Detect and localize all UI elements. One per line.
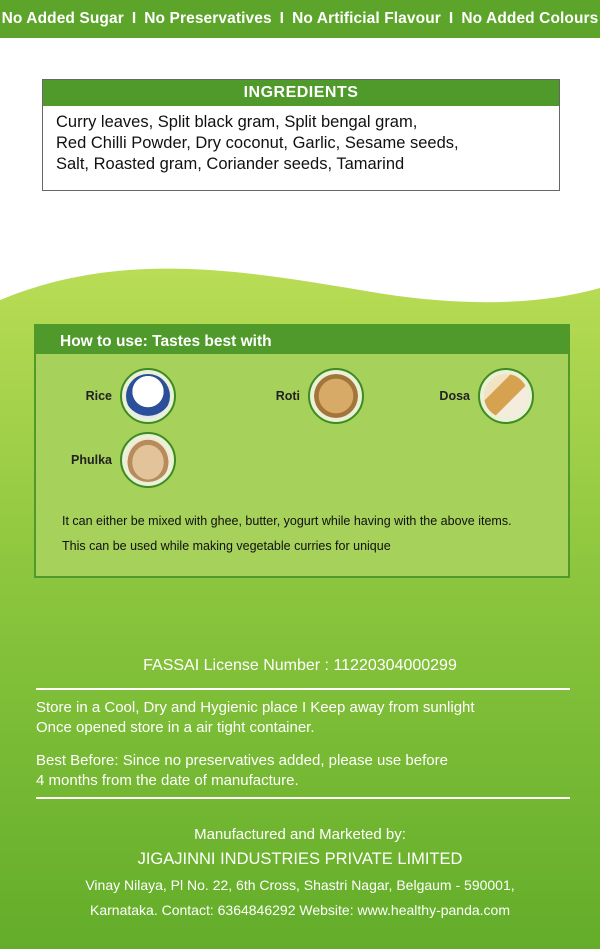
how-to-use-title: How to use: Tastes best with bbox=[36, 326, 568, 354]
usage-note: This can be used while making vegetable curries for unique bbox=[62, 539, 391, 553]
claim-no-preservatives: No Preservatives bbox=[144, 10, 272, 27]
divider bbox=[36, 688, 570, 690]
claims-bar bbox=[0, 0, 600, 38]
storage-line: Once opened store in a air tight container. bbox=[36, 719, 315, 736]
ingredients-panel bbox=[42, 79, 560, 191]
claim-separator: I bbox=[448, 10, 454, 27]
rice-bowl-icon bbox=[120, 368, 176, 424]
best-before-line: 4 months from the date of manufacture. bbox=[36, 772, 299, 789]
food-label: Rice bbox=[85, 389, 112, 403]
ingredients-line: Red Chilli Powder, Dry coconut, Garlic, Sesame seeds, bbox=[56, 134, 459, 152]
claim-no-artificial-flavour: No Artificial Flavour bbox=[292, 10, 441, 27]
food-label: Roti bbox=[275, 389, 300, 403]
fassai-license: FASSAI License Number : 11220304000299 bbox=[143, 657, 457, 674]
food-label: Dosa bbox=[439, 389, 470, 403]
manufacturer-heading: Manufactured and Marketed by: bbox=[194, 826, 406, 843]
ingredients-line: Salt, Roasted gram, Coriander seeds, Tamarind bbox=[56, 155, 405, 173]
food-roti bbox=[244, 368, 364, 424]
claim-separator: I bbox=[131, 10, 137, 27]
storage-line: Store in a Cool, Dry and Hygienic place I Keep away from sunlight bbox=[36, 699, 475, 716]
usage-note: It can either be mixed with ghee, butter, yogurt while having with the above items. bbox=[62, 514, 512, 528]
best-before bbox=[36, 751, 448, 791]
how-to-use-panel bbox=[34, 324, 570, 578]
roti-icon bbox=[308, 368, 364, 424]
phulka-icon bbox=[120, 432, 176, 488]
claim-no-sugar: No Added Sugar bbox=[1, 10, 124, 27]
best-before-line: Best Before: Since no preservatives added, please use before bbox=[36, 752, 448, 769]
divider bbox=[36, 797, 570, 799]
ingredients-list bbox=[43, 106, 559, 175]
storage-instructions bbox=[36, 698, 475, 738]
food-rice bbox=[56, 368, 176, 424]
dosa-icon bbox=[478, 368, 534, 424]
claim-no-added-colours: No Added Colours bbox=[461, 10, 599, 27]
food-dosa bbox=[414, 368, 534, 424]
manufacturer-contact: Karnataka. Contact: 6364846292 Website: www.healthy-panda.com bbox=[90, 902, 510, 918]
manufacturer-company: JIGAJINNI INDUSTRIES PRIVATE LIMITED bbox=[137, 850, 463, 868]
ingredients-line: Curry leaves, Split black gram, Split bengal gram, bbox=[56, 113, 418, 131]
ingredients-title: INGREDIENTS bbox=[43, 80, 559, 106]
manufacturer-address: Vinay Nilaya, Pl No. 22, 6th Cross, Shastri Nagar, Belgaum - 590001, bbox=[85, 877, 515, 893]
food-label: Phulka bbox=[71, 453, 112, 467]
food-phulka bbox=[56, 432, 176, 488]
claim-separator: I bbox=[279, 10, 285, 27]
